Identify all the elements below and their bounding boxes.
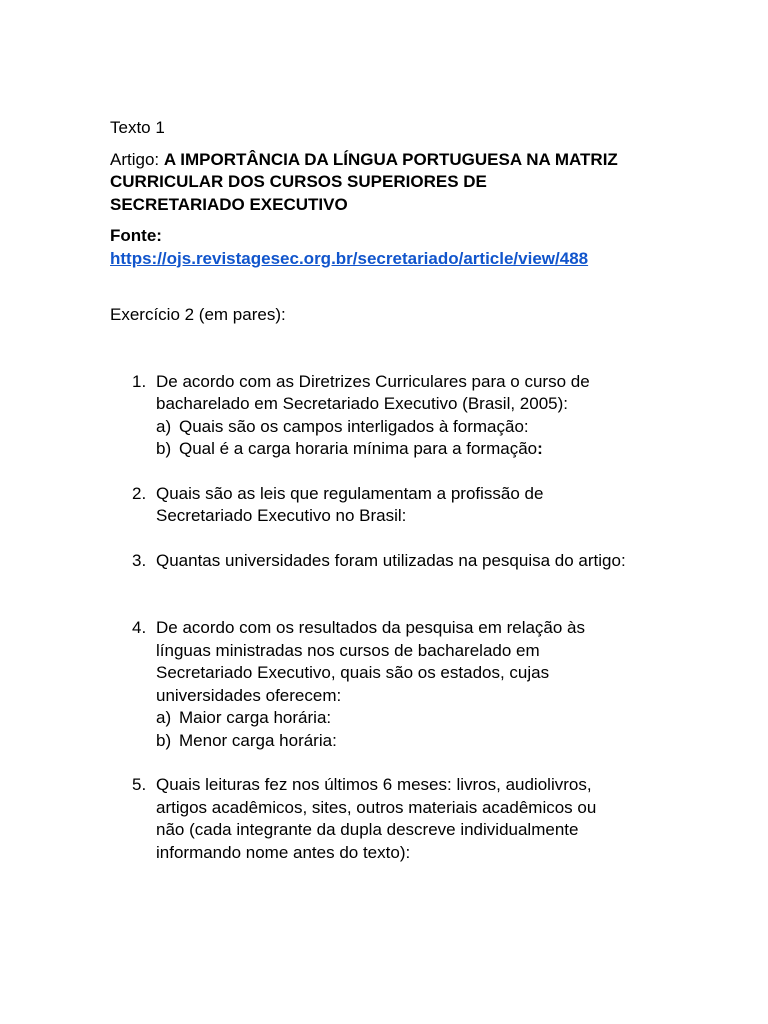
question-list: [110, 371, 670, 865]
subitem-letter: a): [156, 708, 172, 727]
question-number: 3.: [132, 550, 147, 570]
subitem-text: Maior carga horária:: [179, 708, 332, 727]
question-text-line: informando nome antes do texto):: [156, 842, 411, 862]
question-text-line: Secretariado Executivo no Brasil:: [156, 506, 407, 525]
question-text-line: artigos acadêmicos, sites, outros materiais acadêmicos ou: [156, 797, 597, 817]
subitem-a: [156, 416, 670, 439]
subitem-b: [156, 730, 670, 753]
question-4: [110, 617, 670, 752]
question-text-line: bacharelado em Secretariado Executivo (Brasil, 2005):: [156, 394, 568, 413]
question-1: [110, 371, 670, 461]
texto-label: Texto 1: [110, 118, 165, 137]
question-text-line: línguas ministradas nos cursos de bacharelado em: [156, 640, 540, 660]
subitem-letter: b): [156, 730, 172, 750]
question-2: [110, 483, 670, 528]
subitem-letter: b): [156, 439, 172, 458]
artigo-title-line-1: A IMPORTÂNCIA DA LÍNGUA PORTUGUESA NA MATRIZ: [163, 149, 618, 169]
question-text-line: Quantas universidades foram utilizadas na pesquisa do artigo:: [156, 550, 626, 570]
subitem-text: Menor carga horária:: [179, 730, 337, 750]
subitem-a: [156, 707, 670, 730]
fonte-block: [110, 225, 670, 270]
question-number: 5.: [132, 775, 147, 794]
fonte-label: Fonte:: [110, 226, 162, 245]
subitem-colon: :: [537, 439, 543, 458]
question-number: 2.: [132, 483, 147, 503]
question-text-line: não (cada integrante da dupla descreve individualmente: [156, 820, 579, 839]
subitem-b: [156, 438, 670, 461]
question-text-line: Secretariado Executivo, quais são os estados, cujas: [156, 663, 550, 682]
question-text-line: universidades oferecem:: [156, 685, 342, 705]
subitem-text: Quais são os campos interligados à formação:: [179, 416, 529, 436]
subitem-letter: a): [156, 416, 172, 436]
question-5: [110, 774, 670, 864]
artigo-title-line-3: SECRETARIADO EXECUTIVO: [110, 194, 348, 214]
document-page: [110, 117, 670, 864]
question-number: 1.: [132, 371, 147, 391]
question-text-line: De acordo com as Diretrizes Curriculares para o curso de: [156, 371, 590, 391]
question-text-line: Quais são as leis que regulamentam a profissão de: [156, 483, 544, 503]
subitem-text: Qual é a carga horaria mínima para a formação: [179, 439, 538, 458]
question-number: 4.: [132, 618, 147, 637]
fonte-link[interactable]: https://ojs.revistagesec.org.br/secretariado/article/view/488: [110, 248, 589, 268]
question-3: [110, 550, 670, 573]
question-text-line: De acordo com os resultados da pesquisa em relação às: [156, 618, 586, 637]
artigo-block: [110, 149, 670, 217]
artigo-title-line-2: CURRICULAR DOS CURSOS SUPERIORES DE: [110, 172, 487, 191]
question-text-line: Quais leituras fez nos últimos 6 meses: livros, audiolivros,: [156, 775, 592, 794]
artigo-prefix: Artigo:: [110, 149, 160, 169]
exercise-heading: Exercício 2 (em pares):: [110, 305, 286, 324]
